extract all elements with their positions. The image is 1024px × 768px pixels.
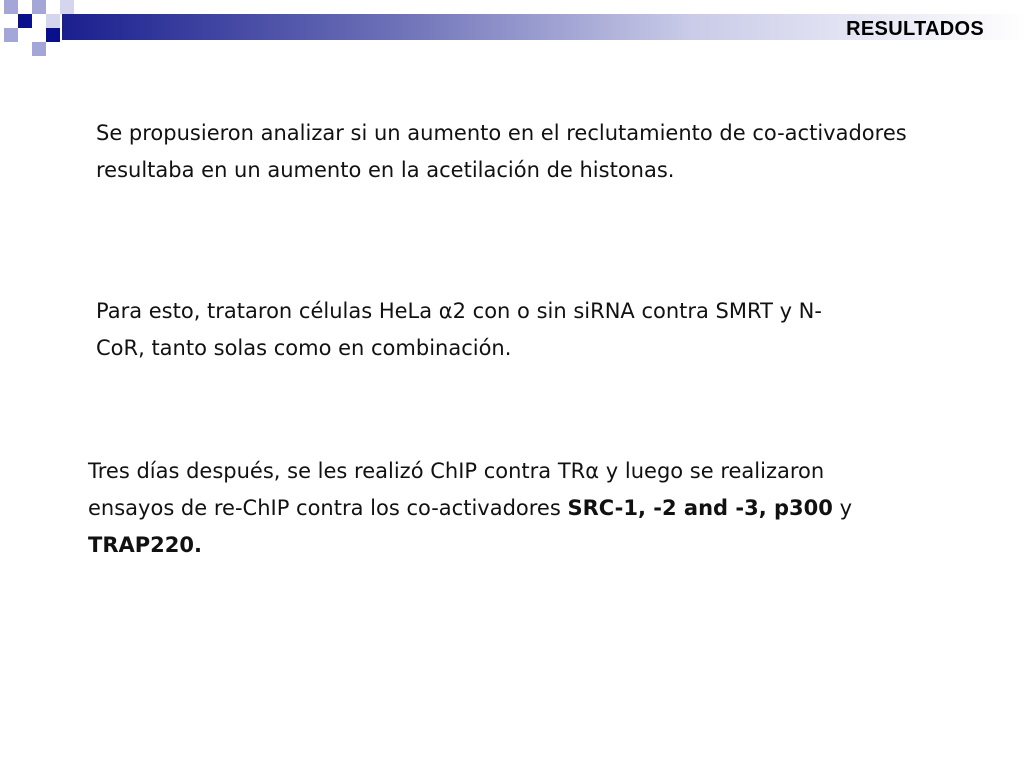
header-decor-square [32, 0, 46, 14]
slide-title: RESULTADOS [846, 18, 984, 40]
header-decor-square [46, 14, 60, 28]
header-decor-square [4, 0, 18, 14]
coactivator-list-bold: SRC-1, -2 and -3, p300 [567, 496, 833, 520]
paragraph-chip-text-2: y [832, 496, 852, 520]
header-decor-square [4, 28, 18, 42]
trap220-bold: TRAP220. [88, 533, 202, 557]
header-decor-square [18, 14, 32, 28]
header-decor-square [32, 42, 46, 56]
header-decor-square [46, 28, 60, 42]
paragraph-chip-text-1: Tres días después, se les realizó ChIP contra TRα y luego se realizaron ensayos de re-ChIP contra los co-activadores [88, 459, 825, 520]
header-decor-square [60, 0, 74, 14]
paragraph-method: Para esto, trataron células HeLa α2 con o sin siRNA contra SMRT y N-CoR, tanto solas como en combinación. [96, 299, 822, 360]
paragraph-objective: Se propusieron analizar si un aumento en el reclutamiento de co-activadores resultaba en un aumento en la acetilación de histonas. [96, 121, 907, 182]
paragraph-chip-assay [88, 453, 888, 564]
